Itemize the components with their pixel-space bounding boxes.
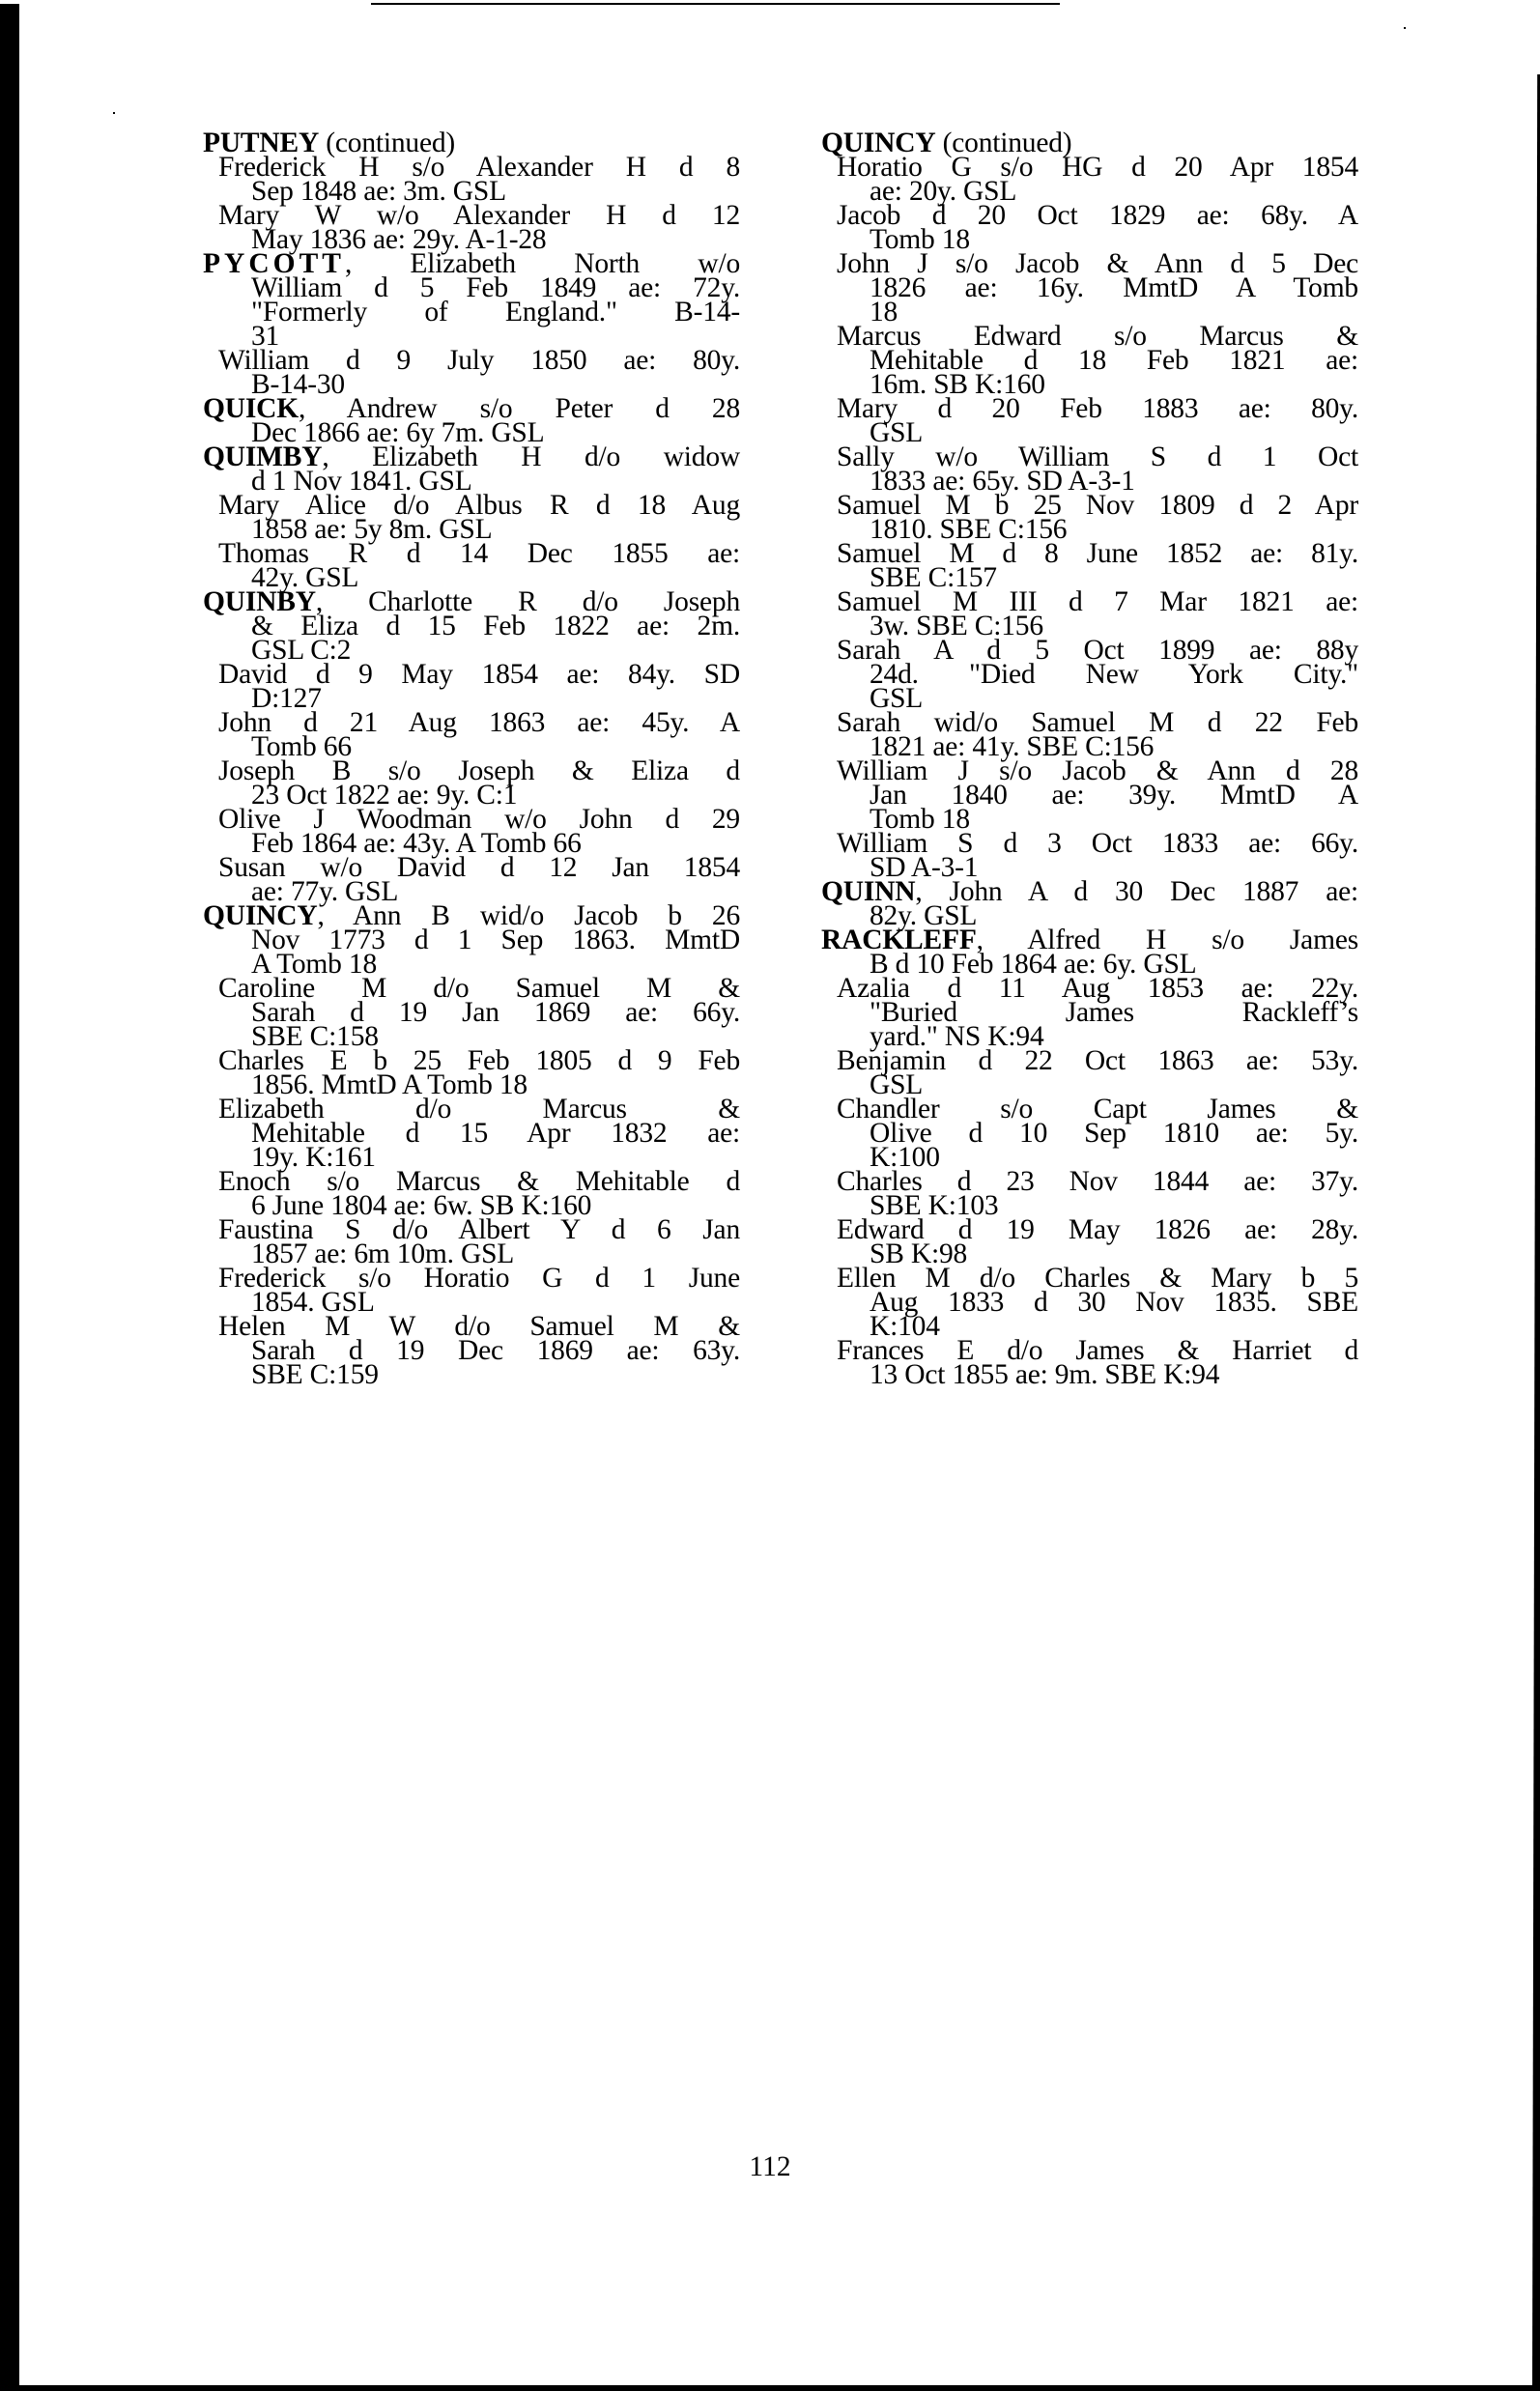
entry-line: Chandler s/o Capt James & (837, 1094, 1358, 1124)
record-entry (821, 586, 1358, 641)
left-column (203, 128, 740, 1390)
entry-line: 1826 ae: 16y. MmtD A Tomb (870, 272, 1358, 303)
entry-line: Benjamin d 22 Oct 1863 ae: 53y. (837, 1045, 1358, 1076)
entry-line: 13 Oct 1855 ae: 9m. SBE K:94 (870, 1359, 1220, 1390)
record-entry (821, 1214, 1358, 1269)
record-entry (821, 1263, 1358, 1342)
surname-heading: RACKLEFF (821, 925, 977, 955)
record-entry (203, 1045, 740, 1100)
entry-line: GSL (870, 683, 924, 714)
entry-line: SBE C:158 (251, 1021, 379, 1052)
surname-heading: QUINCY (821, 128, 936, 158)
entry-line: Azalia d 11 Aug 1853 ae: 22y. (837, 973, 1358, 1004)
entry-line: Samuel M d 8 June 1852 ae: 81y. (837, 538, 1358, 569)
entry-line: Sarah d 19 Dec 1869 ae: 63y. (251, 1335, 740, 1366)
entry-line: GSL (870, 417, 924, 448)
scan-left-border (0, 4, 19, 2391)
entry-line: GSL C:2 (251, 635, 352, 666)
entry-line: K:100 (870, 1142, 940, 1173)
entry-line: Tomb 18 (870, 804, 970, 835)
record-entry (203, 1263, 740, 1318)
record-entry (821, 828, 1358, 883)
continued-label: (continued) (935, 128, 1072, 158)
entry-line: John J s/o Jacob & Ann d 5 Dec (837, 248, 1358, 279)
entry-line: Mary d 20 Feb 1883 ae: 80y. (837, 393, 1358, 424)
record-entry (821, 248, 1358, 327)
entry-line: 23 Oct 1822 ae: 9y. C:1 (251, 780, 518, 811)
record-entry (203, 755, 740, 811)
surname-heading: PUTNEY (203, 128, 320, 158)
entry-line: Sarah A d 5 Oct 1899 ae: 88y (837, 635, 1358, 666)
entry-line: B-14-30 (251, 369, 345, 400)
entry-line: Susan w/o David d 12 Jan 1854 (218, 852, 740, 883)
entry-line: William S d 3 Oct 1833 ae: 66y. (837, 828, 1358, 859)
record-entry (203, 538, 740, 593)
record-entry (821, 973, 1358, 1052)
entry-line: Frederick s/o Horatio G d 1 June (218, 1263, 740, 1294)
entry-line: 1856. MmtD A Tomb 18 (251, 1069, 528, 1100)
entry-line: Samuel M b 25 Nov 1809 d 2 Apr (837, 490, 1358, 521)
entry-line: Feb 1864 ae: 43y. A Tomb 66 (251, 828, 582, 859)
scan-speck (1404, 27, 1406, 29)
entry-line: Charles E b 25 Feb 1805 d 9 Feb (218, 1045, 740, 1076)
entry-line: Marcus Edward s/o Marcus & (837, 321, 1358, 352)
right-column (821, 128, 1358, 1390)
entry-line: Charles d 23 Nov 1844 ae: 37y. (837, 1166, 1358, 1197)
entry-line: Sarah wid/o Samuel M d 22 Feb (837, 707, 1358, 738)
scan-bottom-border (0, 2385, 1540, 2391)
entry-line: GSL (870, 1069, 924, 1100)
surname-heading: QUINCY (203, 900, 318, 931)
entry-line: 31 (251, 321, 280, 352)
record-entry (203, 973, 740, 1052)
entry-line: 1833 ae: 65y. SD A-3-1 (870, 466, 1135, 497)
entry-line: Horatio G s/o HG d 20 Apr 1854 (837, 152, 1358, 183)
entry-line: B d 10 Feb 1864 ae: 6y. GSL (870, 949, 1197, 980)
surname-entry (203, 248, 740, 352)
surname-heading: QUINN (821, 876, 916, 907)
entry-line: K:104 (870, 1311, 940, 1342)
entry-line: 42y. GSL (251, 562, 359, 593)
record-entry (821, 321, 1358, 400)
entry-line: SBE K:103 (870, 1190, 999, 1221)
entry-line: David d 9 May 1854 ae: 84y. SD (218, 659, 740, 690)
entry-line: Frederick H s/o Alexander H d 8 (218, 152, 740, 183)
entry-line: Helen M W d/o Samuel M & (218, 1311, 740, 1342)
entry-line: Edward d 19 May 1826 ae: 28y. (837, 1214, 1358, 1245)
entry-line: Olive J Woodman w/o John d 29 (218, 804, 740, 835)
record-entry (203, 1311, 740, 1390)
record-entry (203, 804, 740, 859)
record-entry (203, 1094, 740, 1173)
scan-top-edge-line (371, 3, 1060, 5)
record-entry (203, 345, 740, 400)
entry-line: 18 (870, 297, 898, 327)
entry-line: ae: 77y. GSL (251, 876, 399, 907)
entry-line: Caroline M d/o Samuel M & (218, 973, 740, 1004)
entry-line: William d 5 Feb 1849 ae: 72y. (251, 272, 740, 303)
entry-line: "Buried James Rackleff’s (870, 997, 1358, 1028)
entry-line: 1854. GSL (251, 1287, 375, 1318)
entry-line: Tomb 66 (251, 731, 352, 762)
record-entry (821, 1094, 1358, 1173)
entry-line: Faustina S d/o Albert Y d 6 Jan (218, 1214, 740, 1245)
entry-line: Mehitable d 15 Apr 1832 ae: (251, 1118, 740, 1149)
entry-line: SBE C:157 (870, 562, 997, 593)
record-entry (821, 635, 1358, 714)
entry-text: , Elizabeth North w/o (344, 248, 740, 279)
record-entry (203, 1214, 740, 1269)
entry-line: May 1836 ae: 29y. A-1-28 (251, 224, 547, 255)
record-entry (821, 200, 1358, 255)
entry-line: Samuel M III d 7 Mar 1821 ae: (837, 586, 1358, 617)
entry-line: William J s/o Jacob & Ann d 28 (837, 755, 1358, 786)
entry-line: Sally w/o William S d 1 Oct (837, 441, 1358, 472)
record-entry (203, 490, 740, 545)
entry-line: d 1 Nov 1841. GSL (251, 466, 472, 497)
record-entry (821, 441, 1358, 497)
entry-line: Enoch s/o Marcus & Mehitable d (218, 1166, 740, 1197)
entry-line: 6 June 1804 ae: 6w. SB K:160 (251, 1190, 592, 1221)
entry-line: Sep 1848 ae: 3m. GSL (251, 176, 506, 207)
record-entry (203, 659, 740, 714)
entry-line: ae: 20y. GSL (870, 176, 1017, 207)
entry-line: yard." NS K:94 (870, 1021, 1044, 1052)
entry-line: Olive d 10 Sep 1810 ae: 5y. (870, 1118, 1358, 1149)
record-entry (821, 1335, 1358, 1390)
entry-line: Elizabeth d/o Marcus & (218, 1094, 740, 1124)
surname-entry (203, 900, 740, 980)
entry-line: Jacob d 20 Oct 1829 ae: 68y. A (837, 200, 1358, 231)
entry-line: Thomas R d 14 Dec 1855 ae: (218, 538, 740, 569)
record-entry (203, 1166, 740, 1221)
entry-text: , Charlotte R d/o Joseph (315, 586, 740, 617)
entry-text: , Ann B wid/o Jacob b 26 (317, 900, 740, 931)
entry-line: 24d. "Died New York City." (870, 659, 1358, 690)
entry-line: Tomb 18 (870, 224, 970, 255)
surname-entry (203, 393, 740, 448)
surname-entry (203, 586, 740, 666)
entry-text: , John A d 30 Dec 1887 ae: (915, 876, 1358, 907)
entry-line: 1821 ae: 41y. SBE C:156 (870, 731, 1155, 762)
surname-heading: QUICK (203, 393, 299, 424)
entry-line: Aug 1833 d 30 Nov 1835. SBE (870, 1287, 1358, 1318)
scan-speck (113, 112, 115, 114)
record-entry (821, 490, 1358, 545)
entry-line: & Eliza d 15 Feb 1822 ae: 2m. (251, 611, 740, 641)
record-entry (821, 755, 1358, 835)
entry-line: 19y. K:161 (251, 1142, 376, 1173)
entry-line: Mary Alice d/o Albus R d 18 Aug (218, 490, 740, 521)
entry-line: "Formerly of England." B-14- (251, 297, 740, 327)
entry-line: 3w. SBE C:156 (870, 611, 1043, 641)
record-entry (203, 200, 740, 255)
entry-line: 82y. GSL (870, 900, 978, 931)
surname-heading: QUIMBY (203, 441, 323, 472)
record-entry (821, 707, 1358, 762)
entry-text: , Elizabeth H d/o widow (322, 441, 740, 472)
entry-line: SD A-3-1 (870, 852, 979, 883)
entry-line: Dec 1866 ae: 6y 7m. GSL (251, 417, 545, 448)
surname-entry (821, 876, 1358, 931)
record-entry (821, 393, 1358, 448)
entry-line: SBE C:159 (251, 1359, 379, 1390)
surname-entry (203, 441, 740, 497)
entry-line: Joseph B s/o Joseph & Eliza d (218, 755, 740, 786)
entry-line: Mary W w/o Alexander H d 12 (218, 200, 740, 231)
entry-line: A Tomb 18 (251, 949, 377, 980)
continued-label: (continued) (319, 128, 456, 158)
entry-line: Nov 1773 d 1 Sep 1863. MmtD (251, 925, 740, 955)
entry-line: 1858 ae: 5y 8m. GSL (251, 514, 493, 545)
surname-heading: QUINBY (203, 586, 316, 617)
page-number: 112 (749, 2151, 791, 2182)
entry-line: D:127 (251, 683, 322, 714)
scan-right-border (1532, 74, 1540, 2391)
record-entry (203, 152, 740, 207)
entry-text: , Andrew s/o Peter d 28 (298, 393, 740, 424)
surname-heading: PYCOTT (203, 248, 345, 279)
entry-line: Jan 1840 ae: 39y. MmtD A (870, 780, 1358, 811)
entry-line: Ellen M d/o Charles & Mary b 5 (837, 1263, 1358, 1294)
surname-entry (821, 925, 1358, 980)
entry-line: Frances E d/o James & Harriet d (837, 1335, 1358, 1366)
entry-line: William d 9 July 1850 ae: 80y. (218, 345, 740, 376)
entry-line: John d 21 Aug 1863 ae: 45y. A (218, 707, 740, 738)
record-entry (821, 538, 1358, 593)
entry-line: Sarah d 19 Jan 1869 ae: 66y. (251, 997, 740, 1028)
entry-line: Mehitable d 18 Feb 1821 ae: (870, 345, 1358, 376)
record-entry (203, 852, 740, 907)
record-entry (203, 707, 740, 762)
entry-line: SB K:98 (870, 1238, 968, 1269)
record-entry (821, 152, 1358, 207)
entry-text: , Alfred H s/o James (976, 925, 1358, 955)
record-entry (821, 1166, 1358, 1221)
entry-line: 16m. SB K:160 (870, 369, 1045, 400)
record-entry (821, 1045, 1358, 1100)
entry-line: 1857 ae: 6m 10m. GSL (251, 1238, 515, 1269)
entry-line: 1810. SBE C:156 (870, 514, 1068, 545)
